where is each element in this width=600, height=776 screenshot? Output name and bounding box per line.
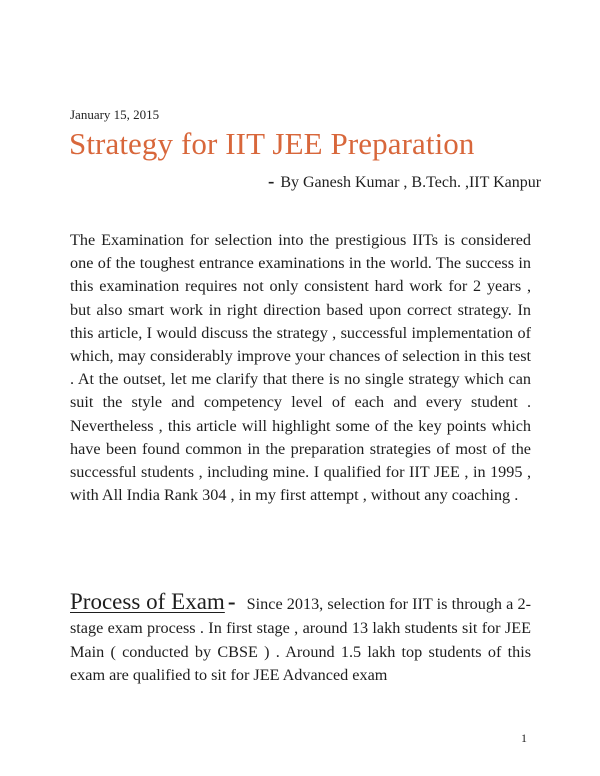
page-number: 1 (521, 731, 527, 745)
process-of-exam-section (70, 590, 531, 688)
intro-paragraph: The Examination for selection into the prestigious IITs is considered one of the toughest entrance examinations in the world. The success in this examination requires not only consistent hard work for 2 years , but also smart work in right direction based upon correct strategy. In this article, I would discuss the strategy , successful implementation of which, may considerably improve your chances of selection in this test . At the outset, let me clarify that there is no single strategy which can suit the style and competency level of each and every student . Nevertheless , this article will highlight some of the key points which have been found common in the preparation strategies of most of the successful students , including mine. I qualified for IIT JEE , in 1995 , with All India Rank 304 , in my first attempt , without any coaching . (70, 231, 531, 505)
author-byline (268, 171, 541, 193)
section-dash: - (227, 589, 236, 614)
byline-text: By Ganesh Kumar , B.Tech. ,IIT Kanpur (280, 174, 542, 191)
section-heading: Process of Exam (70, 589, 225, 614)
section-body: Since 2013, selection for IIT is through a 2- stage exam process . In first stage , around 13 lakh students sit for JEE Main ( conducted by CBSE ) . Around 1.5 lakh top students of this exam are qualified to sit for JEE Advanced exam (70, 595, 532, 685)
document-title: Strategy for IIT JEE Preparation (69, 126, 475, 161)
byline-dash: - (268, 171, 275, 192)
document-date: January 15, 2015 (70, 107, 160, 122)
